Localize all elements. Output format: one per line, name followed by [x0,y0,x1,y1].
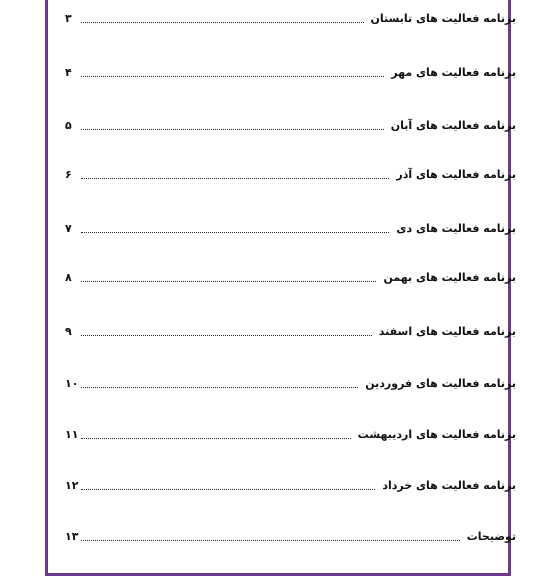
dot-leader [81,489,375,490]
toc-entry[interactable] [63,525,516,547]
toc-entry[interactable] [63,61,516,83]
toc-entry-page: ۱۲ [65,478,79,492]
toc-entry-title: برنامه فعالیت های بهمن [383,270,516,284]
toc-entry-title: برنامه فعالیت های تابستان [370,11,516,25]
toc-entry-page: ۵ [65,118,72,132]
toc-entry-title: برنامه فعالیت های دی [396,221,516,235]
toc-entry-title: برنامه فعالیت های اردیبهشت [357,427,516,441]
dot-leader [81,335,372,336]
toc-entry[interactable] [63,7,516,29]
toc-entry[interactable] [63,217,516,239]
toc-entry-page: ۳ [65,11,72,25]
dot-leader [81,438,351,439]
toc-entry-page: ۱۰ [65,376,79,390]
toc-entry-title: توضیحات [466,529,516,543]
dot-leader [81,76,384,77]
dot-leader [81,129,384,130]
toc-entry-page: ۴ [65,65,72,79]
toc-entry-title: برنامه فعالیت های خرداد [382,478,516,492]
dot-leader [81,281,376,282]
toc-entry-page: ۶ [65,167,72,181]
dot-leader [81,540,460,541]
toc-entry-page: ۸ [65,270,72,284]
dot-leader [81,387,358,388]
toc-entry-title: برنامه فعالیت های آذر [396,167,516,181]
toc-entry[interactable] [63,372,516,394]
toc-entry-page: ۱۱ [65,427,79,441]
toc-entry-title: برنامه فعالیت های فروردین [365,376,516,390]
toc-entry-title: برنامه فعالیت های آبان [390,118,516,132]
toc-entry[interactable] [63,474,516,496]
toc-entry[interactable] [63,114,516,136]
toc-entry[interactable] [63,423,516,445]
toc-entry-title: برنامه فعالیت های اسفند [378,324,516,338]
toc-entry-page: ۱۳ [65,529,79,543]
toc-entry[interactable] [63,320,516,342]
toc-entry-title: برنامه فعالیت های مهر [391,65,516,79]
toc-entry-page: ۹ [65,324,72,338]
dot-leader [81,232,389,233]
toc-entry[interactable] [63,163,516,185]
dot-leader [81,178,389,179]
toc-entry-page: ۷ [65,221,72,235]
toc-entry[interactable] [63,266,516,288]
dot-leader [81,22,364,23]
